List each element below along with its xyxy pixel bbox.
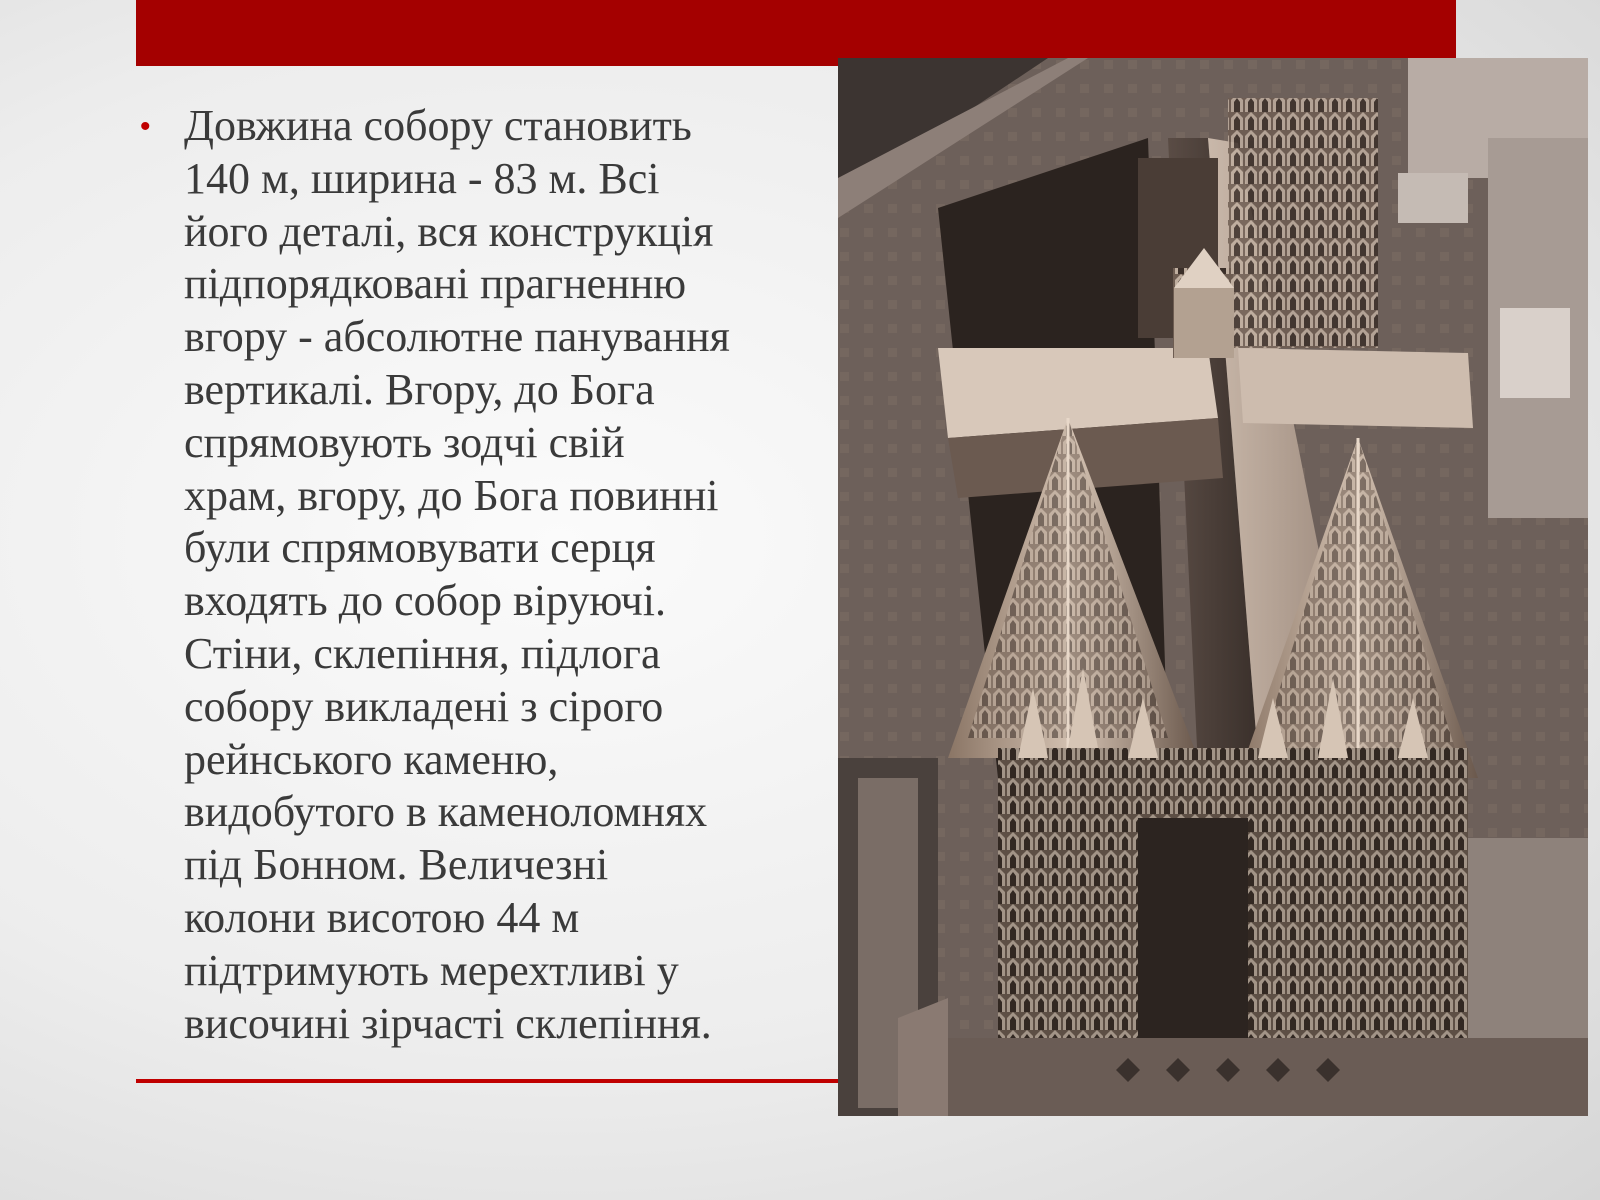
text-line: вертикалі. Вгору, до Бога [184,364,655,414]
text-line: Довжина собору становить [184,101,692,150]
text-line: собору викладені з сірого [184,681,664,731]
text-line: під Бонном. Величезні [184,840,609,890]
text-line: вгору - абсолютне панування [184,312,730,362]
bullet-paragraph [184,100,730,1050]
text-line: підтримують мерехтливі у [184,945,679,995]
text-line: 140 м, ширина - 83 м. Всі [184,153,660,203]
text-line: храм, вгору, до Бога повинні [184,470,719,520]
text-line: видобутого в каменоломнях [184,787,708,837]
text-line: входять до собор віруючі. [184,576,667,626]
bottom-accent-rule [136,1079,848,1083]
text-line: спрямовують зодчі свій [184,417,625,467]
text-line: височині зірчасті склепіння. [184,998,712,1048]
text-line: колони висотою 44 м [184,892,580,942]
text-line: Стіни, склепіння, підлога [184,628,661,678]
text-line: були спрямовувати серця [184,523,656,573]
bullet-item [136,100,816,1050]
content-text-area [136,100,816,1050]
text-line: рейнського каменю, [184,734,559,784]
cathedral-aerial-photo [838,58,1588,1116]
text-line: його деталі, вся конструкція [184,206,714,256]
bullet-dot-icon: • [140,110,151,143]
title-accent-bar [136,0,1456,66]
text-line: підпорядковані прагненню [184,259,687,309]
